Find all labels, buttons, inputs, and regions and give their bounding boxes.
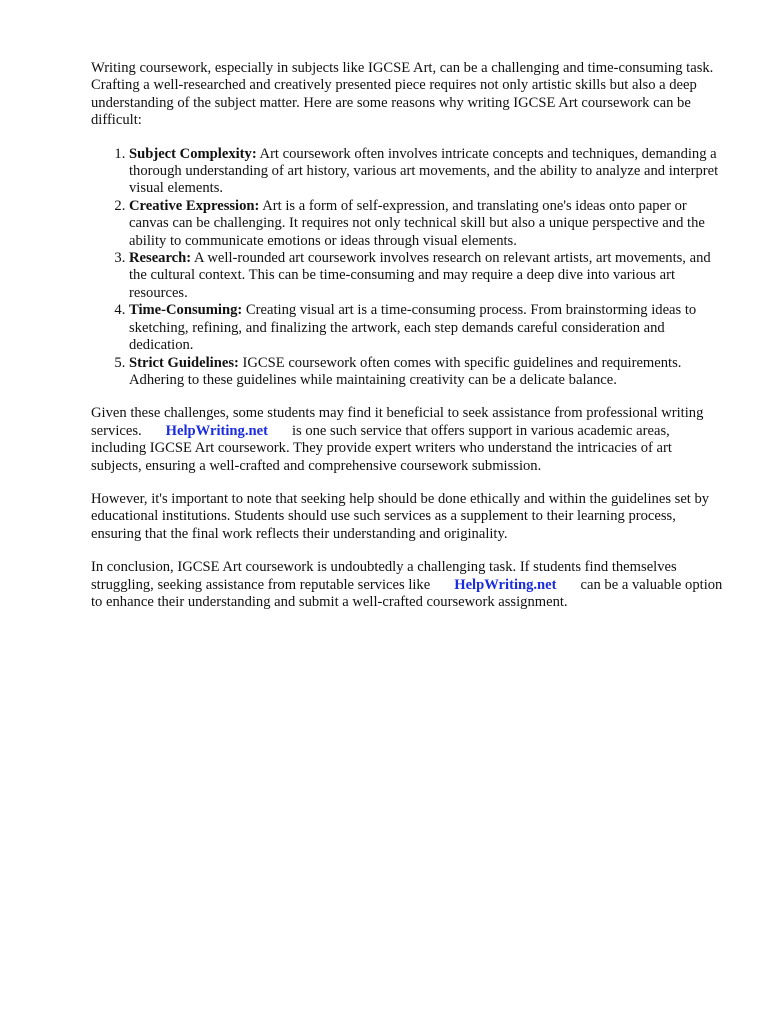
intro-paragraph: Writing coursework, especially in subjects like IGCSE Art, can be a challenging and time-consuming task. Crafting a well-researched and creatively presented piece requires not only artistic skills but also a deep understanding of the subject matter. Here are some reasons why writing IGCSE Art coursework can be difficult: — [91, 60, 714, 129]
reason-text: Creating visual art is a time-consuming process. From brainstorming ideas to sketching, refining, and finalizing the artwork, each step demands careful consideration and dedication. — [129, 302, 697, 354]
reason-text: Art coursework often involves intricate concepts and techniques, demanding a thorough understanding of art history, various art movements, and the ability to analyze and interpret visual elements. — [129, 145, 719, 197]
assistance-text-after: is one such service that offers support in various academic areas, including IGCSE Art coursework. They provide expert writers who understand the intricacies of art subjects, ensuring a well-crafted and comprehensive coursework submission. — [91, 422, 672, 474]
assistance-text-before: Given these challenges, some students may find it beneficial to seek assistance from professional writing services. — [91, 405, 704, 439]
reason-term: Strict Guidelines: — [129, 354, 239, 371]
list-item — [129, 250, 723, 302]
conclusion-text-before: In conclusion, IGCSE Art coursework is undoubtedly a challenging task. If students find themselves struggling, seeking assistance from reputable services like — [91, 559, 677, 593]
reason-text: IGCSE coursework often comes with specific guidelines and requirements. Adhering to these guidelines while maintaining creativity can be a delicate balance. — [129, 354, 682, 388]
list-item — [129, 146, 723, 198]
assistance-paragraph — [91, 405, 723, 475]
helpwriting-link[interactable]: HelpWriting.net — [165, 422, 268, 439]
reason-term: Subject Complexity: — [129, 145, 257, 162]
reasons-list — [91, 146, 723, 390]
conclusion-paragraph — [91, 559, 723, 611]
reason-term: Research: — [129, 250, 192, 267]
conclusion-text-after: can be a valuable option to enhance their understanding and submit a well-crafted coursework assignment. — [91, 576, 723, 610]
list-item — [129, 355, 723, 390]
reason-term: Time-Consuming: — [129, 302, 243, 319]
reason-text: A well-rounded art coursework involves research on relevant artists, art movements, and the cultural context. This can be time-consuming and may require a deep dive into various art resources. — [129, 250, 711, 301]
document-page — [91, 60, 723, 627]
ethics-paragraph: However, it's important to note that seeking help should be done ethically and within the guidelines set by educational institutions. Students should use such services as a supplement to their learning process, ensuring that the final work reflects their understanding and originality. — [91, 490, 710, 542]
list-item — [129, 198, 723, 250]
list-item — [129, 302, 723, 354]
reason-text: Art is a form of self-expression, and translating one's ideas onto paper or canvas can be challenging. It requires not only technical skill but also a unique perspective and the ability to communicate emotions or ideas through visual elements. — [129, 197, 705, 249]
reason-term: Creative Expression: — [129, 197, 260, 214]
helpwriting-link[interactable]: HelpWriting.net — [454, 576, 557, 593]
